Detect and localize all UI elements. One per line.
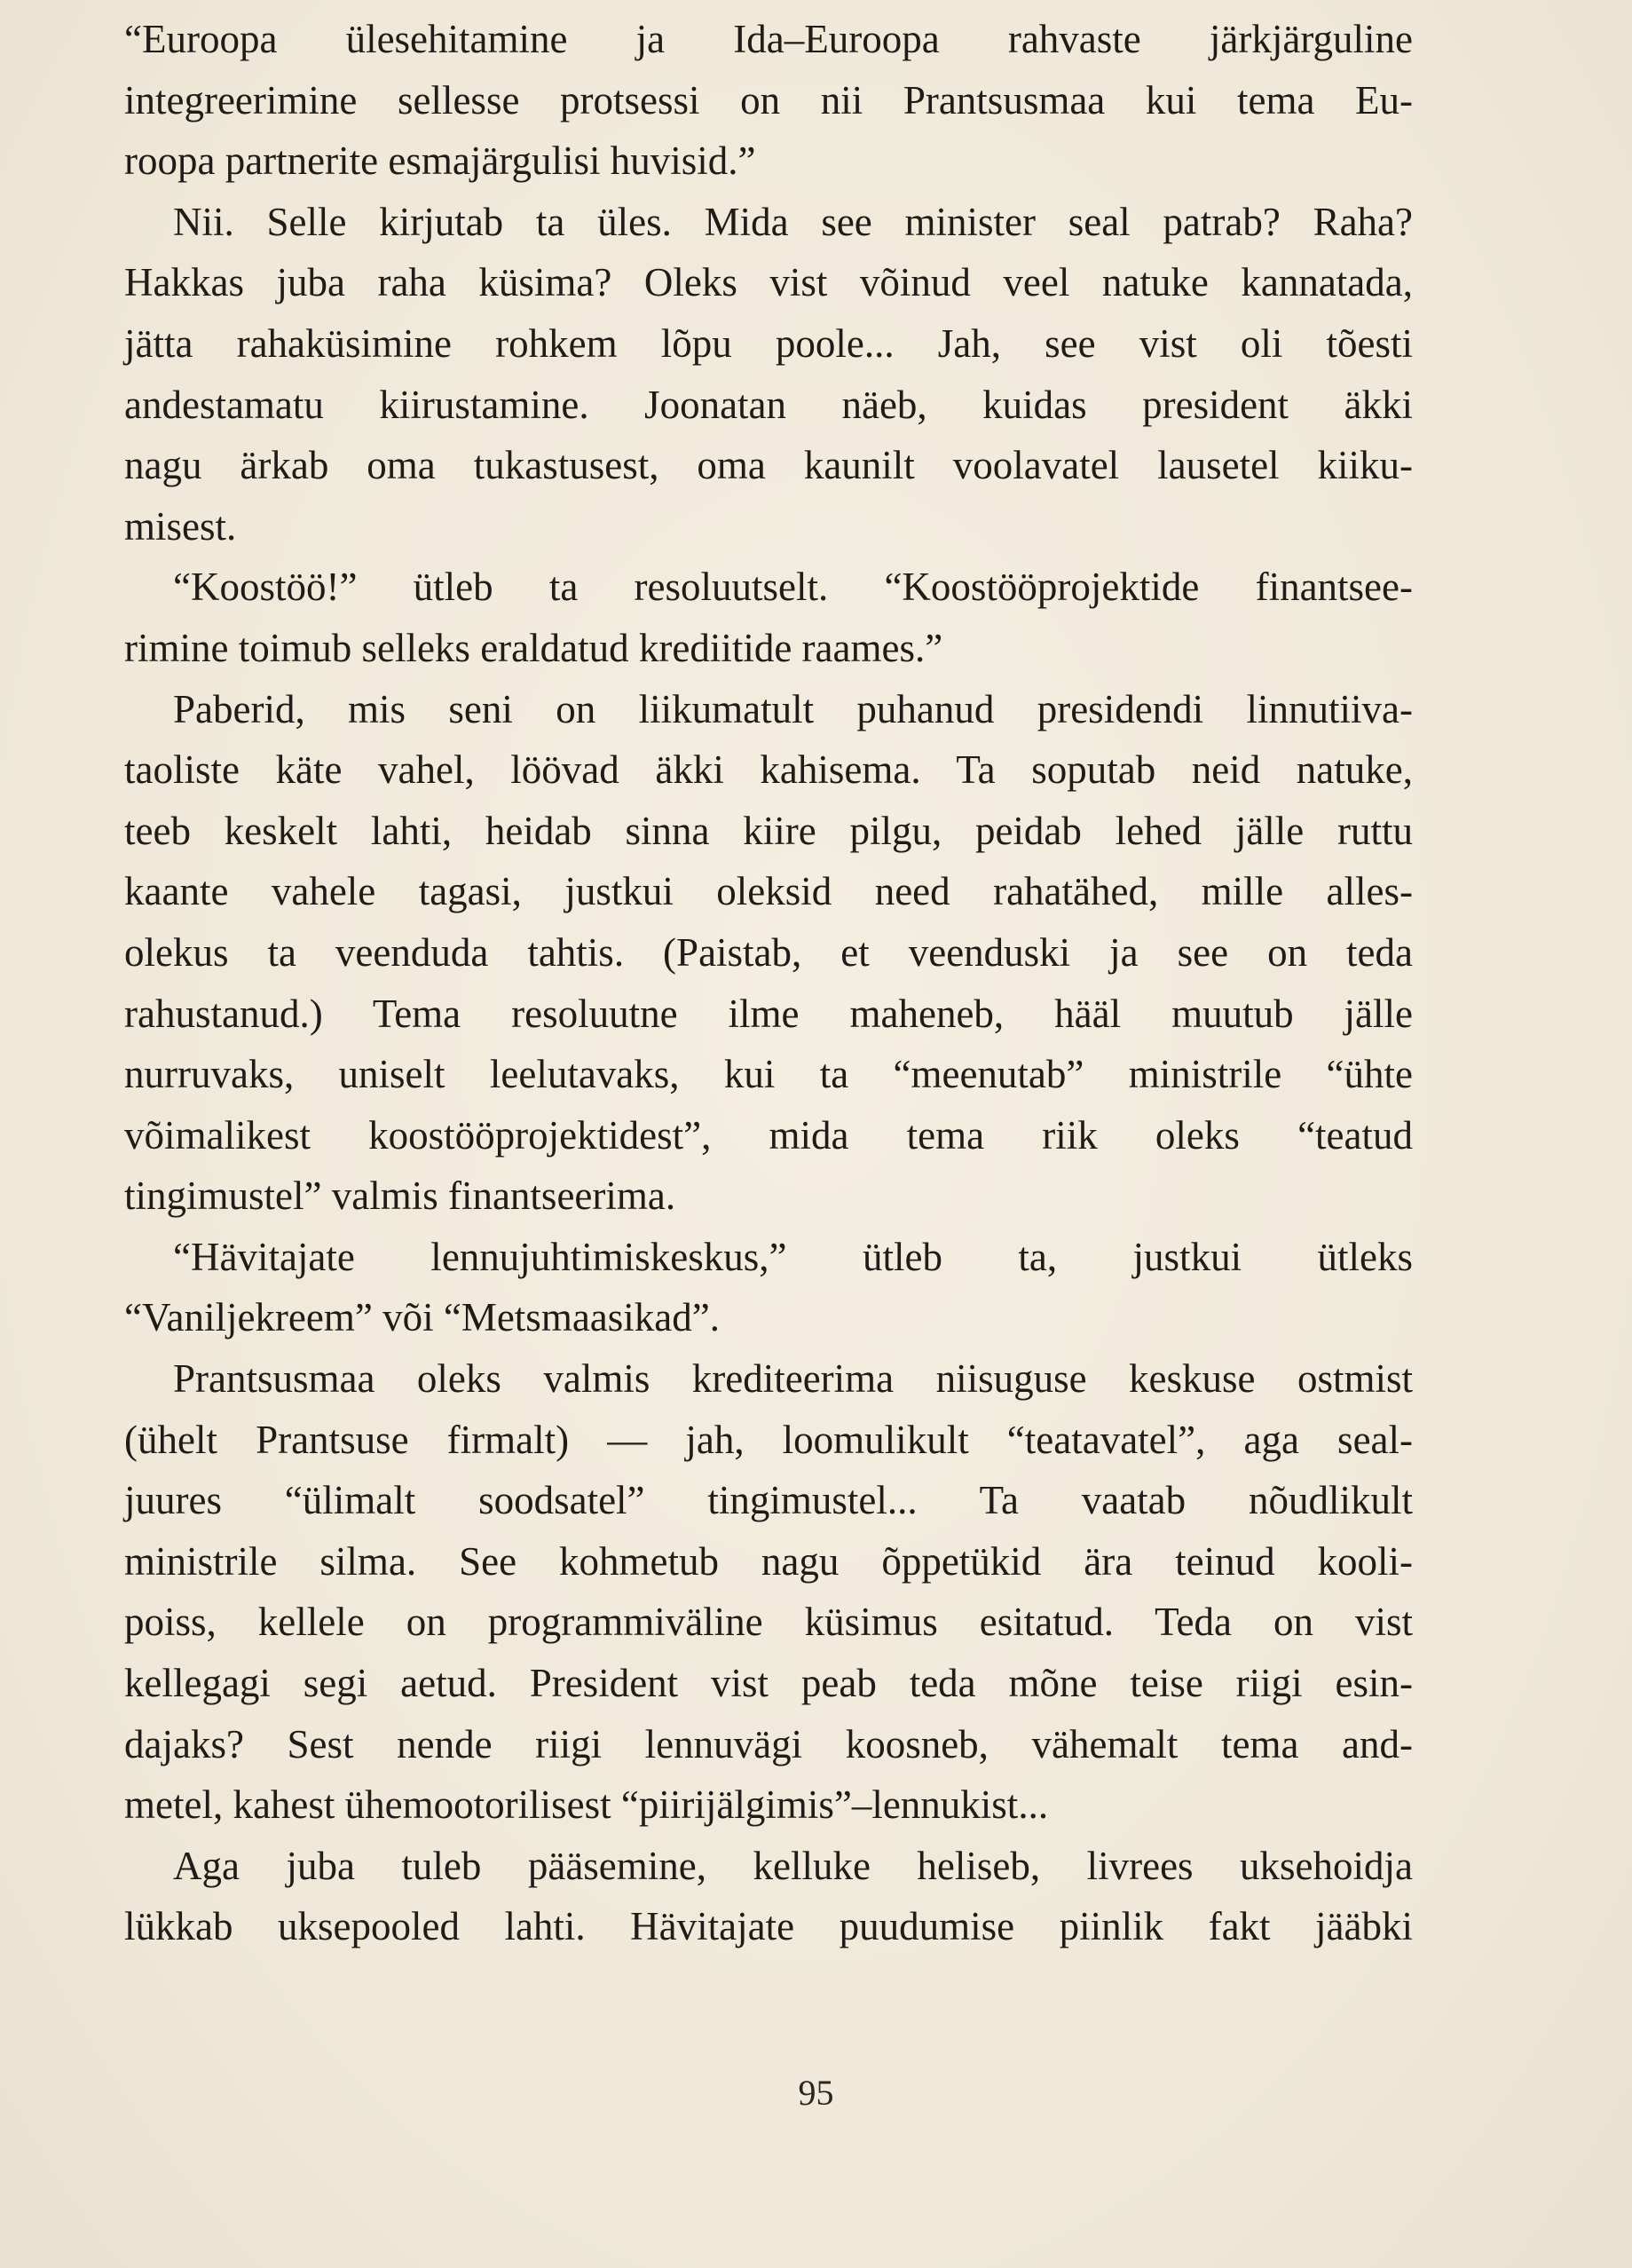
text-line: olekus ta veenduda tahtis. (Paistab, et veenduski ja see on teda bbox=[124, 929, 1413, 975]
text-line: “Euroopa ülesehitamine ja Ida–Euroopa rahvaste järkjärguline bbox=[124, 17, 1413, 61]
text-line: Nii. Selle kirjutab ta üles. Mida see minister seal patrab? Raha? bbox=[173, 199, 1413, 244]
text-line: (ühelt Prantsuse firmalt) — jah, loomulikult “teatavatel”, aga seal- bbox=[124, 1417, 1413, 1462]
text-line: ministrile silma. See kohmetub nagu õppetükid ära teinud kooli- bbox=[124, 1538, 1413, 1584]
paragraph bbox=[124, 1348, 1413, 1836]
text-line: dajaks? Sest nende riigi lennuvägi koosneb, vähemalt tema and- bbox=[124, 1721, 1413, 1766]
text-line: kaante vahele tagasi, justkui oleksid need rahatähed, mille alles- bbox=[124, 869, 1413, 914]
page-number: 95 bbox=[798, 2073, 834, 2113]
text-line: kellegagi segi aetud. President vist peab teda mõne teise riigi esin- bbox=[124, 1661, 1413, 1706]
text-line: Prantsusmaa oleks valmis krediteerima niisuguse keskuse ostmist bbox=[173, 1356, 1413, 1402]
text-line: nurruvaks, uniselt leelutavaks, kui ta “meenutab” ministrile “ühte bbox=[124, 1052, 1413, 1097]
text-line: rimine toimub selleks eraldatud krediitide raames.” bbox=[124, 625, 943, 670]
text-line: “Hävitajate lennujuhtimiskeskus,” ütleb ta, justkui ütleks bbox=[173, 1234, 1413, 1279]
paragraph bbox=[124, 192, 1413, 557]
text-line: võimalikest koostööprojektidest”, mida tema riik oleks “teatud bbox=[124, 1112, 1413, 1158]
paragraph bbox=[124, 679, 1413, 1227]
text-line: taoliste käte vahel, löövad äkki kahisema. Ta soputab neid natuke, bbox=[124, 747, 1413, 793]
text-line: rahustanud.) Tema resoluutne ilme maheneb, hääl muutub jälle bbox=[124, 991, 1413, 1036]
text-line: lükkab uksepooled lahti. Hävitajate puudumise piinlik fakt jääbki bbox=[124, 1904, 1413, 1949]
text-line: integreerimine sellesse protsessi on nii Prantsusmaa kui tema Eu- bbox=[124, 77, 1413, 122]
text-line: “Koostöö!” ütleb ta resoluutselt. “Koostööprojektide finantsee- bbox=[173, 565, 1413, 610]
text-line: metel, kahest ühemootorilisest “piirijälgimis”–lennukist... bbox=[124, 1782, 1049, 1828]
paragraph bbox=[124, 1227, 1413, 1348]
text-line: roopa partnerite esmajärgulisi huvisid.” bbox=[124, 138, 756, 184]
paragraph bbox=[124, 1836, 1413, 1957]
text-line: Paberid, mis seni on liikumatult puhanud presidendi linnutiiva- bbox=[173, 686, 1413, 731]
text-line: nagu ärkab oma tukastusest, oma kaunilt voolavatel lausetel kiiku- bbox=[124, 443, 1413, 488]
paragraph bbox=[124, 557, 1413, 678]
text-line: Aga juba tuleb pääsemine, kelluke heliseb, livrees uksehoidja bbox=[173, 1843, 1413, 1888]
text-line: teeb keskelt lahti, heidab sinna kiire pilgu, peidab lehed jälle ruttu bbox=[124, 808, 1413, 853]
text-line: jätta rahaküsimine rohkem lõpu poole... Jah, see vist oli tõesti bbox=[124, 320, 1413, 366]
text-line: tingimustel” valmis finantseerima. bbox=[124, 1174, 676, 1219]
text-line: Hakkas juba raha küsima? Oleks vist võinud veel natuke kannatada, bbox=[124, 260, 1413, 305]
text-line: “Vaniljekreem” või “Metsmaasikad”. bbox=[124, 1295, 720, 1340]
paragraph bbox=[124, 9, 1413, 192]
text-line: juures “ülimalt soodsatel” tingimustel... Ta vaatab nõudlikult bbox=[124, 1478, 1413, 1523]
body-text bbox=[124, 9, 1413, 1957]
text-line: poiss, kellele on programmiväline küsimus esitatud. Teda on vist bbox=[124, 1600, 1413, 1645]
text-line: andestamatu kiirustamine. Joonatan näeb, kuidas president äkki bbox=[124, 382, 1413, 427]
text-line: misest. bbox=[124, 503, 237, 549]
